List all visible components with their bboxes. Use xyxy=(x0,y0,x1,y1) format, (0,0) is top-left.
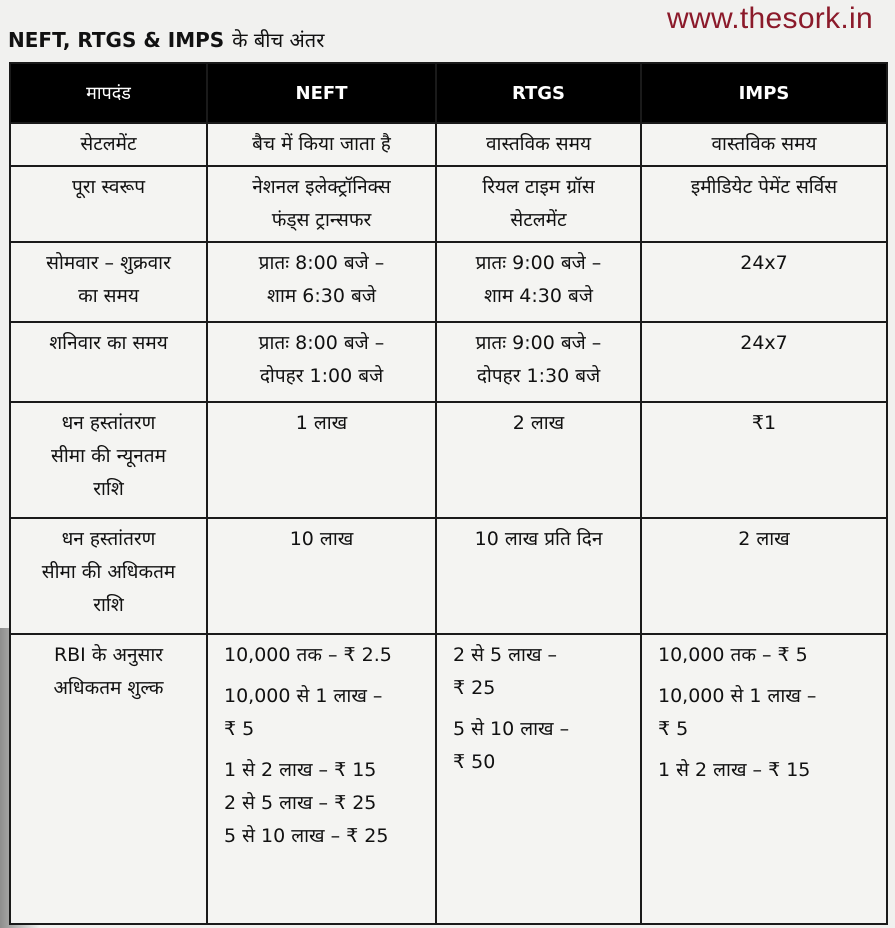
cell-line: ₹ 50 xyxy=(453,751,496,773)
cell-criterion xyxy=(10,123,207,166)
cell-imps xyxy=(641,322,887,402)
cell-imps xyxy=(641,402,887,518)
cell-line: ₹1 xyxy=(751,412,777,434)
cell-neft xyxy=(207,402,436,518)
cell-line: शाम 4:30 बजे xyxy=(484,285,593,307)
cell-criterion xyxy=(10,402,207,518)
cell-rtgs xyxy=(436,634,641,924)
cell-line: ₹ 5 xyxy=(658,718,689,740)
cell-line: वास्तविक समय xyxy=(711,133,817,155)
cell-neft xyxy=(207,518,436,634)
cell-criterion xyxy=(10,634,207,924)
cell-neft xyxy=(207,123,436,166)
cell-imps xyxy=(641,166,887,242)
cell-line: 24x7 xyxy=(740,332,788,354)
cell-rtgs xyxy=(436,242,641,322)
cell-line: 10,000 तक – ₹ 5 xyxy=(658,644,808,666)
header-rtgs: RTGS xyxy=(436,63,641,123)
cell-line: 1 लाख xyxy=(295,412,348,434)
header-criterion: मापदंड xyxy=(10,63,207,123)
cell-line: 2 से 5 लाख – ₹ 25 xyxy=(224,792,377,814)
cell-line: शनिवार का समय xyxy=(49,332,168,354)
cell-line: इमीडियेट पेमेंट सर्विस xyxy=(690,176,838,198)
cell-line: राशि xyxy=(93,478,124,500)
cell-line: दोपहर 1:30 बजे xyxy=(476,365,601,387)
page-title xyxy=(8,26,324,53)
comparison-table xyxy=(9,62,888,925)
table-row xyxy=(10,402,887,518)
cell-rtgs xyxy=(436,402,641,518)
cell-line: सीमा की न्यूनतम xyxy=(50,445,166,467)
cell-line: फंड्स ट्रान्सफर xyxy=(271,209,372,231)
header-neft: NEFT xyxy=(207,63,436,123)
cell-line: 10,000 से 1 लाख – xyxy=(658,685,817,707)
cell-neft xyxy=(207,242,436,322)
cell-line: 24x7 xyxy=(740,252,788,274)
cell-line: RBI के अनुसार xyxy=(53,644,164,666)
cell-line: प्रातः 9:00 बजे – xyxy=(475,252,602,274)
title-hindi: के बीच अंतर xyxy=(232,28,325,52)
cell-line: 10,000 से 1 लाख – xyxy=(224,685,383,707)
cell-neft xyxy=(207,634,436,924)
cell-line: नेशनल इलेक्ट्रॉनिक्स xyxy=(252,176,391,198)
cell-rtgs xyxy=(436,322,641,402)
cell-line: 1 से 2 लाख – ₹ 15 xyxy=(224,759,377,781)
header-imps: IMPS xyxy=(641,63,887,123)
cell-criterion xyxy=(10,518,207,634)
cell-line: बैच में किया जाता है xyxy=(252,133,391,155)
cell-neft xyxy=(207,166,436,242)
cell-line: 5 से 10 लाख – ₹ 25 xyxy=(224,825,389,847)
cell-line: सोमवार – शुक्रवार xyxy=(46,252,171,274)
cell-imps xyxy=(641,518,887,634)
cell-line: सेटलमेंट xyxy=(80,133,137,155)
cell-rtgs xyxy=(436,123,641,166)
watermark-url: www.thesork.in xyxy=(667,2,873,35)
cell-line: का समय xyxy=(78,285,139,307)
cell-line: 5 से 10 लाख – xyxy=(453,718,570,740)
cell-line: 10 लाख प्रति दिन xyxy=(474,528,603,550)
cell-line: दोपहर 1:00 बजे xyxy=(259,365,384,387)
title-bold: NEFT, RTGS & IMPS xyxy=(8,28,225,52)
cell-criterion xyxy=(10,166,207,242)
cell-line: धन हस्तांतरण xyxy=(61,528,156,550)
cell-line: राशि xyxy=(93,594,124,616)
table-row xyxy=(10,634,887,924)
cell-line: रियल टाइम ग्रॉस xyxy=(482,176,595,198)
cell-line: प्रातः 8:00 बजे – xyxy=(258,332,385,354)
cell-line: 2 लाख xyxy=(738,528,790,550)
table-row xyxy=(10,123,887,166)
cell-line: 2 से 5 लाख – xyxy=(453,644,558,666)
cell-line: 1 से 2 लाख – ₹ 15 xyxy=(658,759,811,781)
cell-imps xyxy=(641,634,887,924)
table-row xyxy=(10,518,887,634)
cell-rtgs xyxy=(436,166,641,242)
cell-line: ₹ 5 xyxy=(224,718,255,740)
cell-line: धन हस्तांतरण xyxy=(61,412,156,434)
header-row xyxy=(10,63,887,123)
cell-imps xyxy=(641,242,887,322)
table-row xyxy=(10,166,887,242)
cell-line: सीमा की अधिकतम xyxy=(41,561,176,583)
cell-imps xyxy=(641,123,887,166)
cell-line: अधिकतम शुल्क xyxy=(53,677,164,699)
table-row xyxy=(10,322,887,402)
cell-line: पूरा स्वरूप xyxy=(71,176,146,198)
cell-criterion xyxy=(10,242,207,322)
cell-line: 2 लाख xyxy=(512,412,565,434)
cell-line: प्रातः 9:00 बजे – xyxy=(475,332,602,354)
table-row xyxy=(10,242,887,322)
cell-line: ₹ 25 xyxy=(453,677,496,699)
cell-line: 10,000 तक – ₹ 2.5 xyxy=(224,644,392,666)
cell-line: प्रातः 8:00 बजे – xyxy=(258,252,385,274)
cell-neft xyxy=(207,322,436,402)
cell-line: वास्तविक समय xyxy=(485,133,592,155)
cell-criterion xyxy=(10,322,207,402)
cell-line: शाम 6:30 बजे xyxy=(267,285,376,307)
cell-line: सेटलमेंट xyxy=(510,209,567,231)
cell-rtgs xyxy=(436,518,641,634)
cell-line: 10 लाख xyxy=(289,528,354,550)
